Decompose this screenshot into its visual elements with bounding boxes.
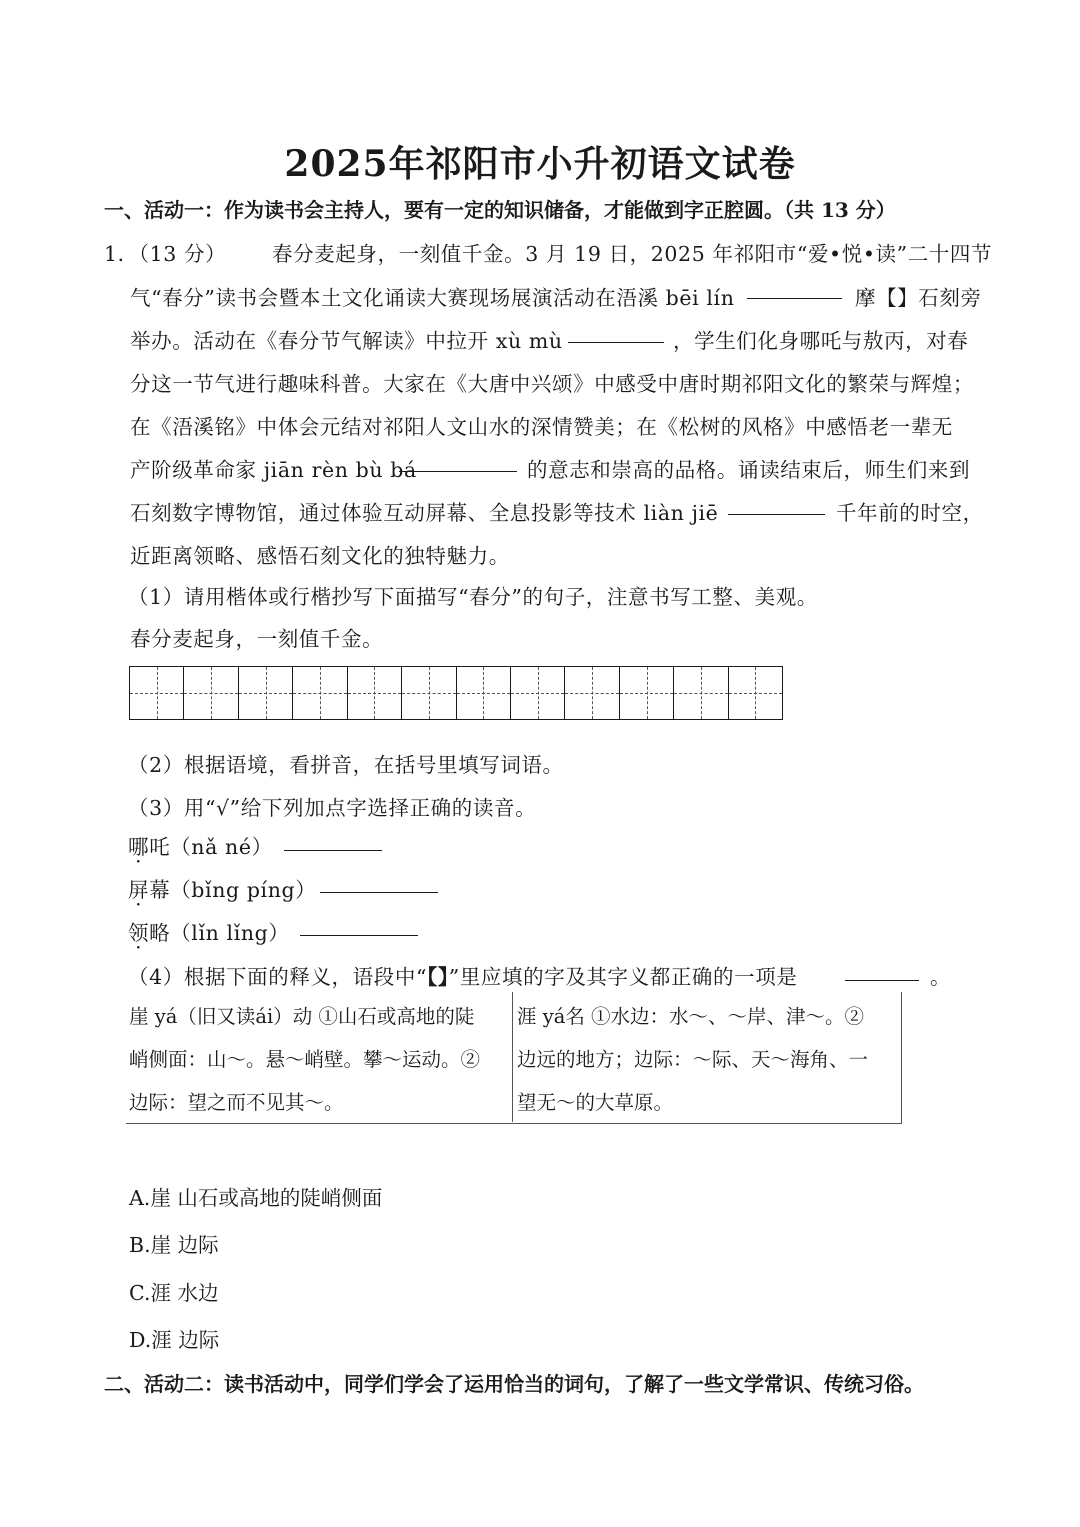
dotted-char: 屏 (128, 878, 150, 902)
grid-cell[interactable] (293, 667, 347, 719)
sub-question-3: （3）用“√”给下列加点字选择正确的读音。 (128, 796, 537, 820)
blank-xu-mu[interactable] (568, 342, 664, 343)
dotted-char: 领 (128, 921, 150, 945)
grid-cell[interactable] (729, 667, 782, 719)
grid-cell[interactable] (402, 667, 456, 719)
sub-question-4: （4）根据下面的释义，语段中“【】”里应填的字及其字义都正确的一项是 (128, 965, 798, 989)
blank-bei-lin[interactable] (747, 298, 842, 299)
passage-line-7: 石刻数字博物馆，通过体验互动屏幕、全息投影等技术 liàn jiē (130, 501, 719, 525)
page-title: 2025年祁阳市小升初语文试卷 (284, 143, 796, 185)
blank-pron-1[interactable] (284, 850, 382, 851)
grid-cell[interactable] (348, 667, 402, 719)
grid-cell[interactable] (239, 667, 293, 719)
grid-cell[interactable] (184, 667, 238, 719)
option-a[interactable]: A.崖 山石或高地的陡峭侧面 (129, 1186, 383, 1210)
sub-question-2: （2）根据语境，看拼音，在括号里填写词语。 (128, 753, 564, 777)
grid-cell[interactable] (511, 667, 565, 719)
option-d[interactable]: D.涯 边际 (129, 1328, 220, 1352)
grid-cell[interactable] (674, 667, 728, 719)
section-1-heading: 一、活动一：作为读书会主持人，要有一定的知识储备，才能做到字正腔圆。（共 13 分） (104, 198, 896, 222)
passage-line-6-end: 的意志和崇高的品格。诵读结束后，师生们来到 (527, 458, 971, 482)
grid-cell[interactable] (620, 667, 674, 719)
passage-line-6: 产阶级革命家 jiān rèn bù bá (130, 458, 417, 482)
blank-pron-2[interactable] (320, 892, 438, 893)
blank-jian-ren-bu-ba[interactable] (399, 471, 517, 472)
sub-question-4-end: 。 (930, 965, 952, 989)
pron-item-2: 屏幕（bǐng píng） (128, 878, 317, 902)
blank-choice[interactable] (845, 980, 919, 981)
definition-table (126, 992, 902, 1124)
dotted-char: 哪 (128, 835, 150, 859)
passage-line-2: 气“春分”读书会暨本土文化诵读大赛现场展演活动在浯溪 bēi lín (130, 286, 735, 310)
passage-line-1: 春分麦起身，一刻值千金。3 月 19 日，2025 年祁阳市“爱•悦•读”二十四节 (272, 242, 993, 266)
grid-cell[interactable] (457, 667, 511, 719)
passage-line-7-end: 千年前的时空， (836, 501, 984, 525)
copy-sentence: 春分麦起身，一刻值千金。 (130, 627, 384, 651)
section-2-heading: 二、活动二：读书活动中，同学们学会了运用恰当的词句，了解了一些文学常识、传统习俗。 (104, 1372, 924, 1396)
option-c[interactable]: C.涯 水边 (129, 1281, 219, 1305)
question-1-number: 1．（13 分） (104, 242, 227, 266)
passage-line-3-end: ，学生们化身哪吒与敖丙，对春 (673, 329, 969, 353)
passage-line-3: 举办。活动在《春分节气解读》中拉开 xù mù (130, 329, 563, 353)
definition-ya-cliff: 崖 yá（旧又读ái）动 ①山石或高地的陡 峭侧面：山～。悬～峭壁。攀～运动。② 边际：望之而不见其～。 (126, 992, 513, 1122)
pron-item-1: 哪吒（nǎ né） (128, 835, 273, 859)
passage-line-8: 近距离领略、感悟石刻文化的独特魅力。 (130, 544, 510, 568)
grid-cell[interactable] (565, 667, 619, 719)
pron-item-3: 领略（lǐn lǐng） (128, 921, 290, 945)
writing-grid[interactable] (129, 666, 783, 720)
blank-lian-jie[interactable] (728, 514, 825, 515)
passage-line-2-end: 摩【】石刻旁 (855, 286, 982, 310)
sub-question-1: （1）请用楷体或行楷抄写下面描写“春分”的句子，注意书写工整、美观。 (128, 585, 818, 609)
definition-ya-shore: 涯 yá名 ①水边：水～、～岸、津～。② 边远的地方；边际：～际、天～海角、一 望无～的大草原。 (517, 1005, 869, 1114)
bracket-mark: 【】 (427, 965, 449, 989)
blank-pron-3[interactable] (300, 935, 418, 936)
passage-line-4: 分这一节气进行趣味科普。大家在《大唐中兴颂》中感受中唐时期祁阳文化的繁荣与辉煌； (130, 372, 974, 396)
passage-line-5: 在《浯溪铭》中体会元结对祁阳人文山水的深情赞美；在《松树的风格》中感悟老一辈无 (130, 415, 953, 439)
option-b[interactable]: B.崖 边际 (129, 1233, 219, 1257)
grid-cell[interactable] (130, 667, 184, 719)
